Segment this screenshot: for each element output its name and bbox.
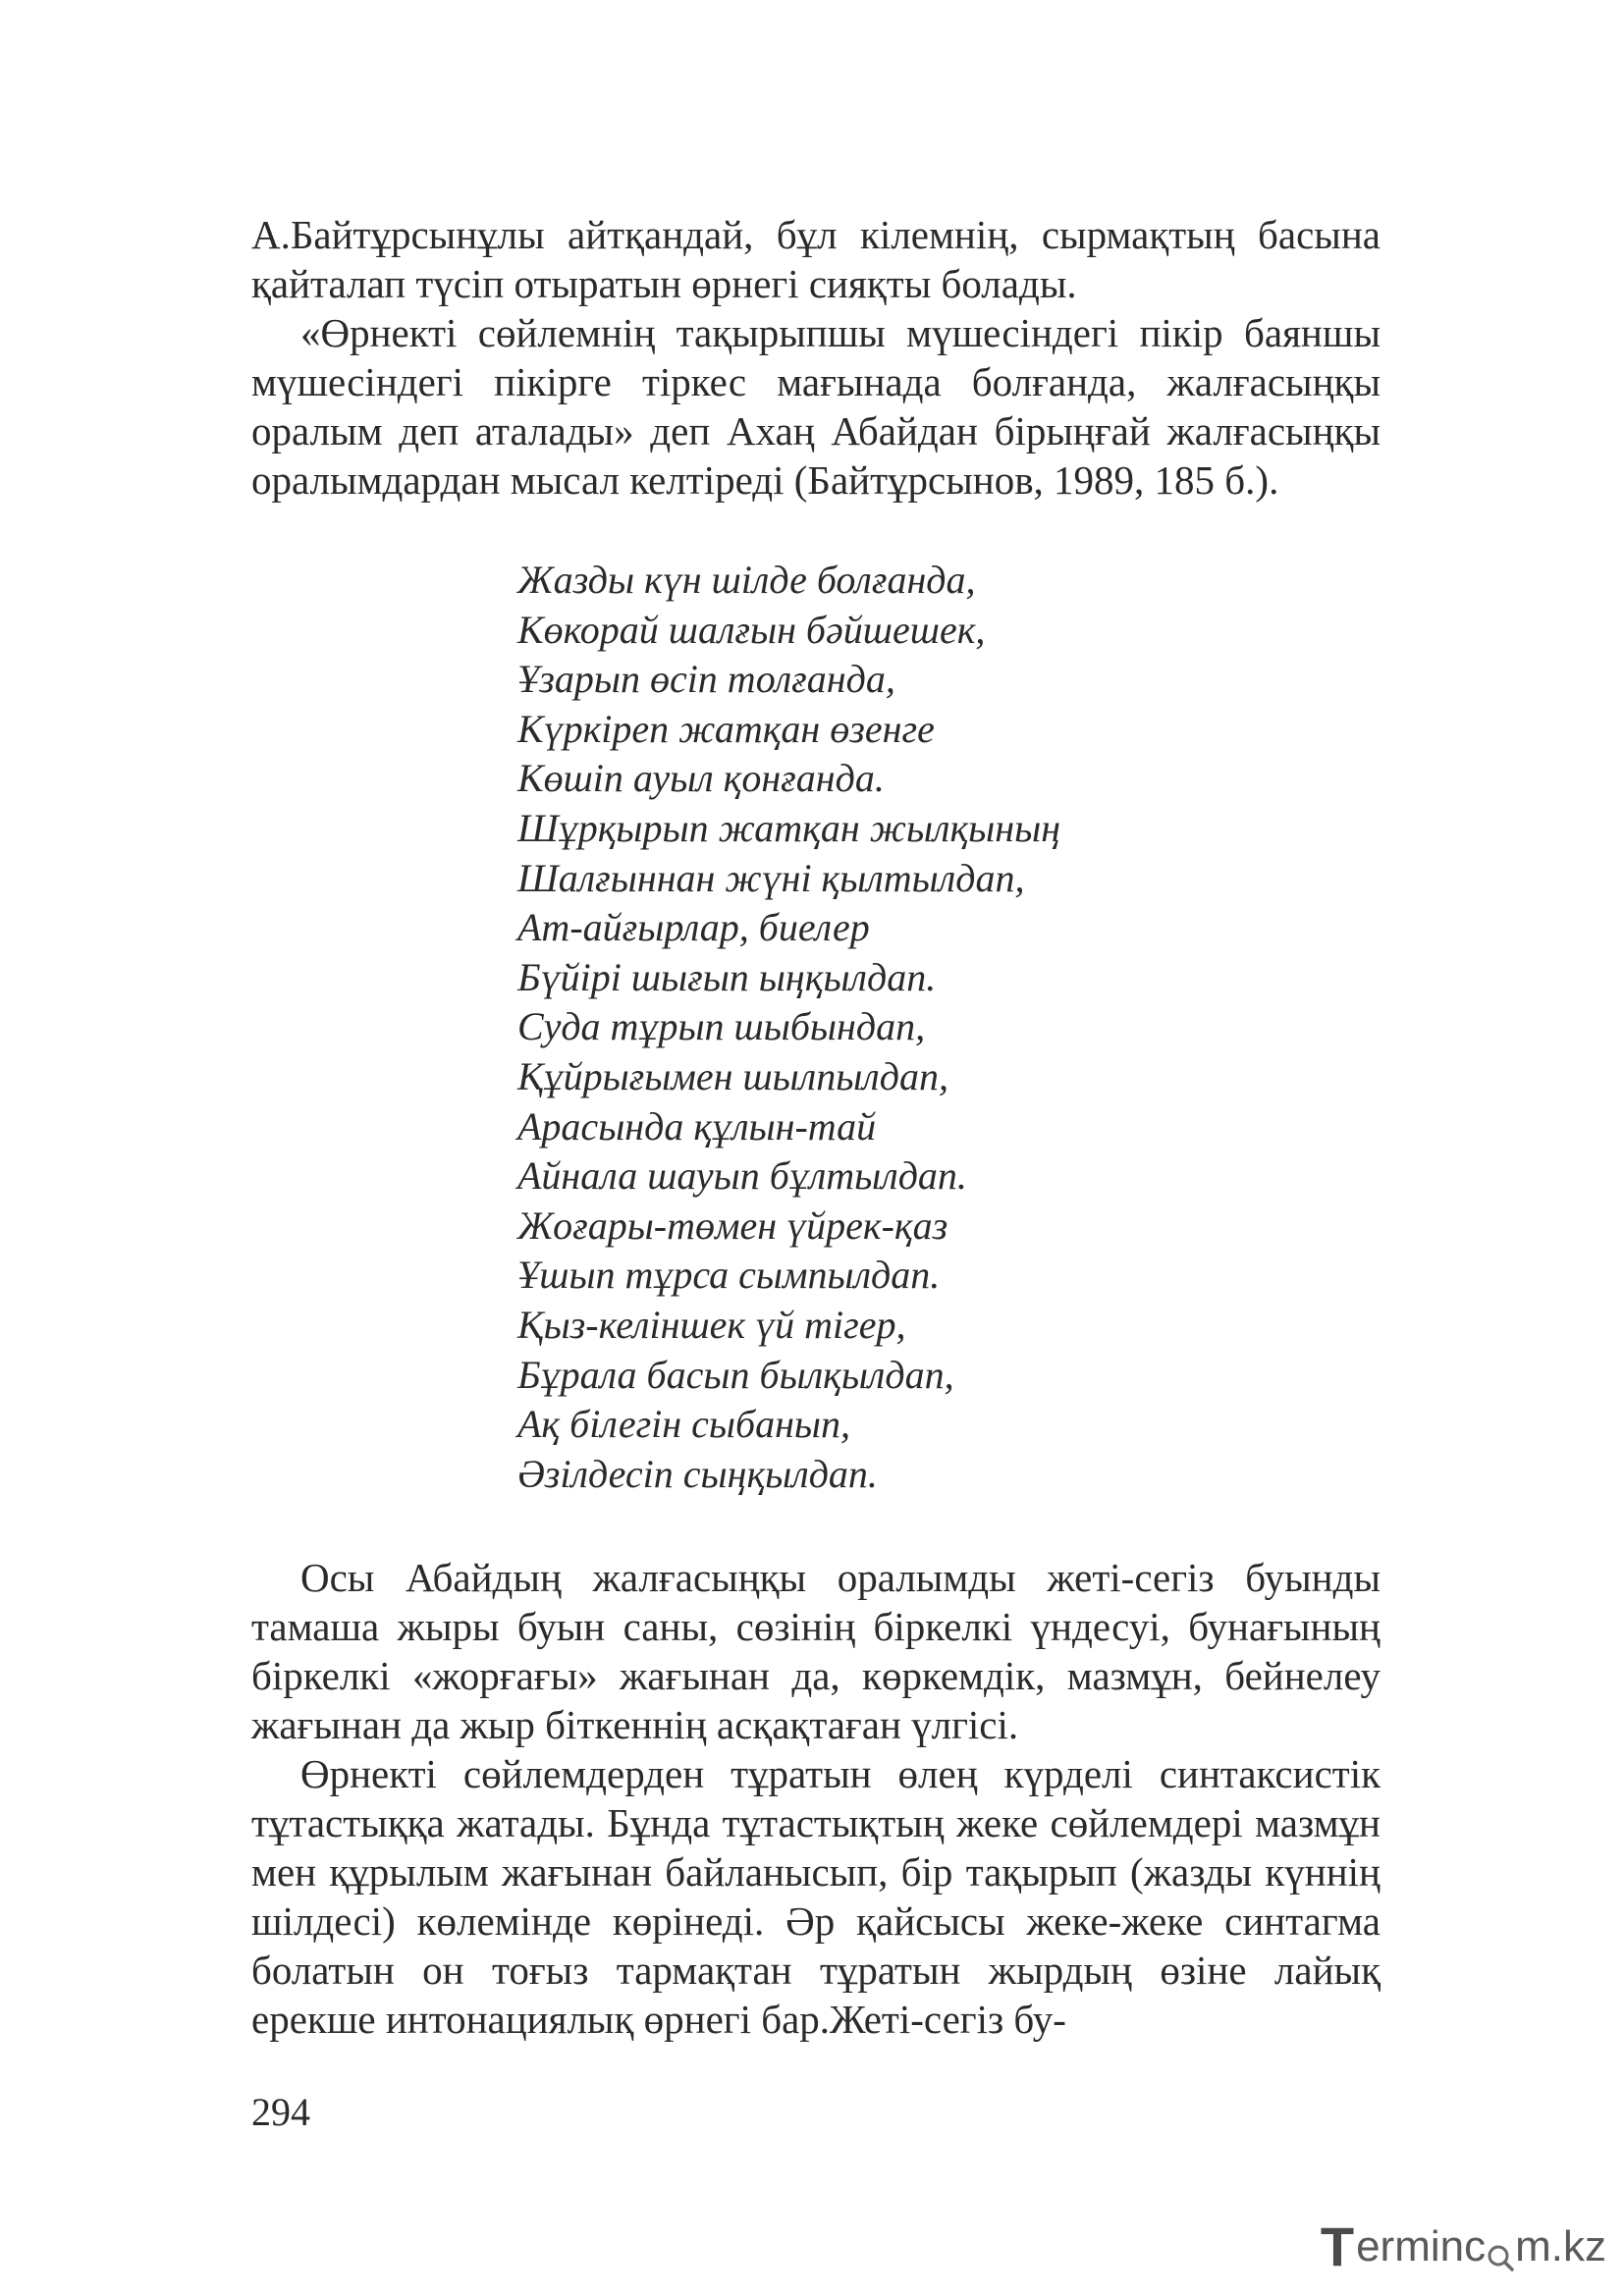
watermark-suffix: m.kz: [1515, 2221, 1606, 2270]
poem-line: Ат-айғырлар, биелер: [517, 905, 870, 950]
poem-line: Әзілдесіп сыңқылдап.: [517, 1451, 878, 1496]
poem-line: Қыз-келіншек үй тігер,: [517, 1302, 906, 1347]
bottom-text-block: [251, 1553, 1380, 2044]
poem-line: Көшіп ауыл қонғанда.: [517, 756, 885, 801]
paragraph-intro: А.Байтұрсынұлы айтқандай, бұл кілемнің, сырмақтың басына қайталап түсіп отыратын өрнегі сияқты болады.: [251, 212, 1380, 306]
paragraph-syntax: Өрнекті сөйлемдерден тұратын өлең күрделі синтаксистік тұтастыққа жатады. Бұнда тұтастықтың жеке сөйлемдері мазмұн мен құрылым жағынан байланысып, бір тақырып (жазды күннің шілдесі) көлемінде көрінеді. Әр қайсысы жеке-жеке синтагма болатын он тоғыз тармақтан тұратын жырдың өзіне лайық ерекше интонациялық өрнегі бар.Жеті-сегіз бу-: [251, 1751, 1380, 2042]
poem-line: Бүйірі шығып ыңқылдап.: [517, 954, 937, 999]
watermark-prefix: T: [1320, 2216, 1355, 2277]
poem-line: Құйрығымен шылпылдап,: [517, 1053, 948, 1098]
page-number: 294: [251, 2090, 310, 2134]
poem-line: Суда тұрып шыбындап,: [517, 1004, 926, 1049]
poem-line: Ұзарып өсіп толғанда,: [517, 657, 895, 702]
site-watermark: [1321, 2215, 1606, 2278]
poem-line: Ақ білегін сыбанып,: [517, 1402, 851, 1447]
poem-line: Жазды күн шілде болғанда,: [517, 558, 976, 602]
poem-line: Шалғыннан жүні қылтылдап,: [517, 855, 1025, 900]
poem-line: Күркіреп жатқан өзенге: [517, 706, 935, 751]
poem-line: Бұрала басып былқылдап,: [517, 1352, 954, 1397]
poem-line: Ұшып тұрса сымпылдап.: [517, 1253, 941, 1298]
watermark-middle: erminc: [1356, 2221, 1487, 2270]
paragraph-definition: «Өрнекті сөйлемнің тақырыпшы мүшесіндегі пікір баяншы мүшесіндегі пікірге тіркес мағынада болғанда, жалғасыңқы оралым деп аталады» деп Ахаң Абайдан бірыңғай жалғасыңқы оралымдардан мысал келтіреді (Байтұрсынов, 1989, 185 б.).: [251, 310, 1380, 503]
poem-line: Арасында құлын-тай: [517, 1103, 877, 1148]
paragraph-analysis: Осы Абайдың жалғасыңқы оралымды жеті-сегіз буынды тамаша жыры буын саны, сөзінің біркелкі үндесуі, бунағының біркелкі «жорғағы» жағынан да, көркемдік, мазмұн, бейнелеу жағынан да жыр біткеннің асқақтаған үлгісі.: [251, 1555, 1380, 1747]
poem-line: Көкорай шалғын бәйшешек,: [517, 607, 986, 652]
poem-line: Шұрқырып жатқан жылқының: [517, 805, 1061, 850]
poem-line: Жоғары-төмен үйрек-қаз: [517, 1202, 948, 1248]
poem-stanza: [517, 556, 1060, 1499]
poem-line: Айнала шауып бұлтылдап.: [517, 1153, 967, 1199]
magnifier-icon: [1487, 2233, 1514, 2261]
top-text-block: [251, 210, 1380, 505]
